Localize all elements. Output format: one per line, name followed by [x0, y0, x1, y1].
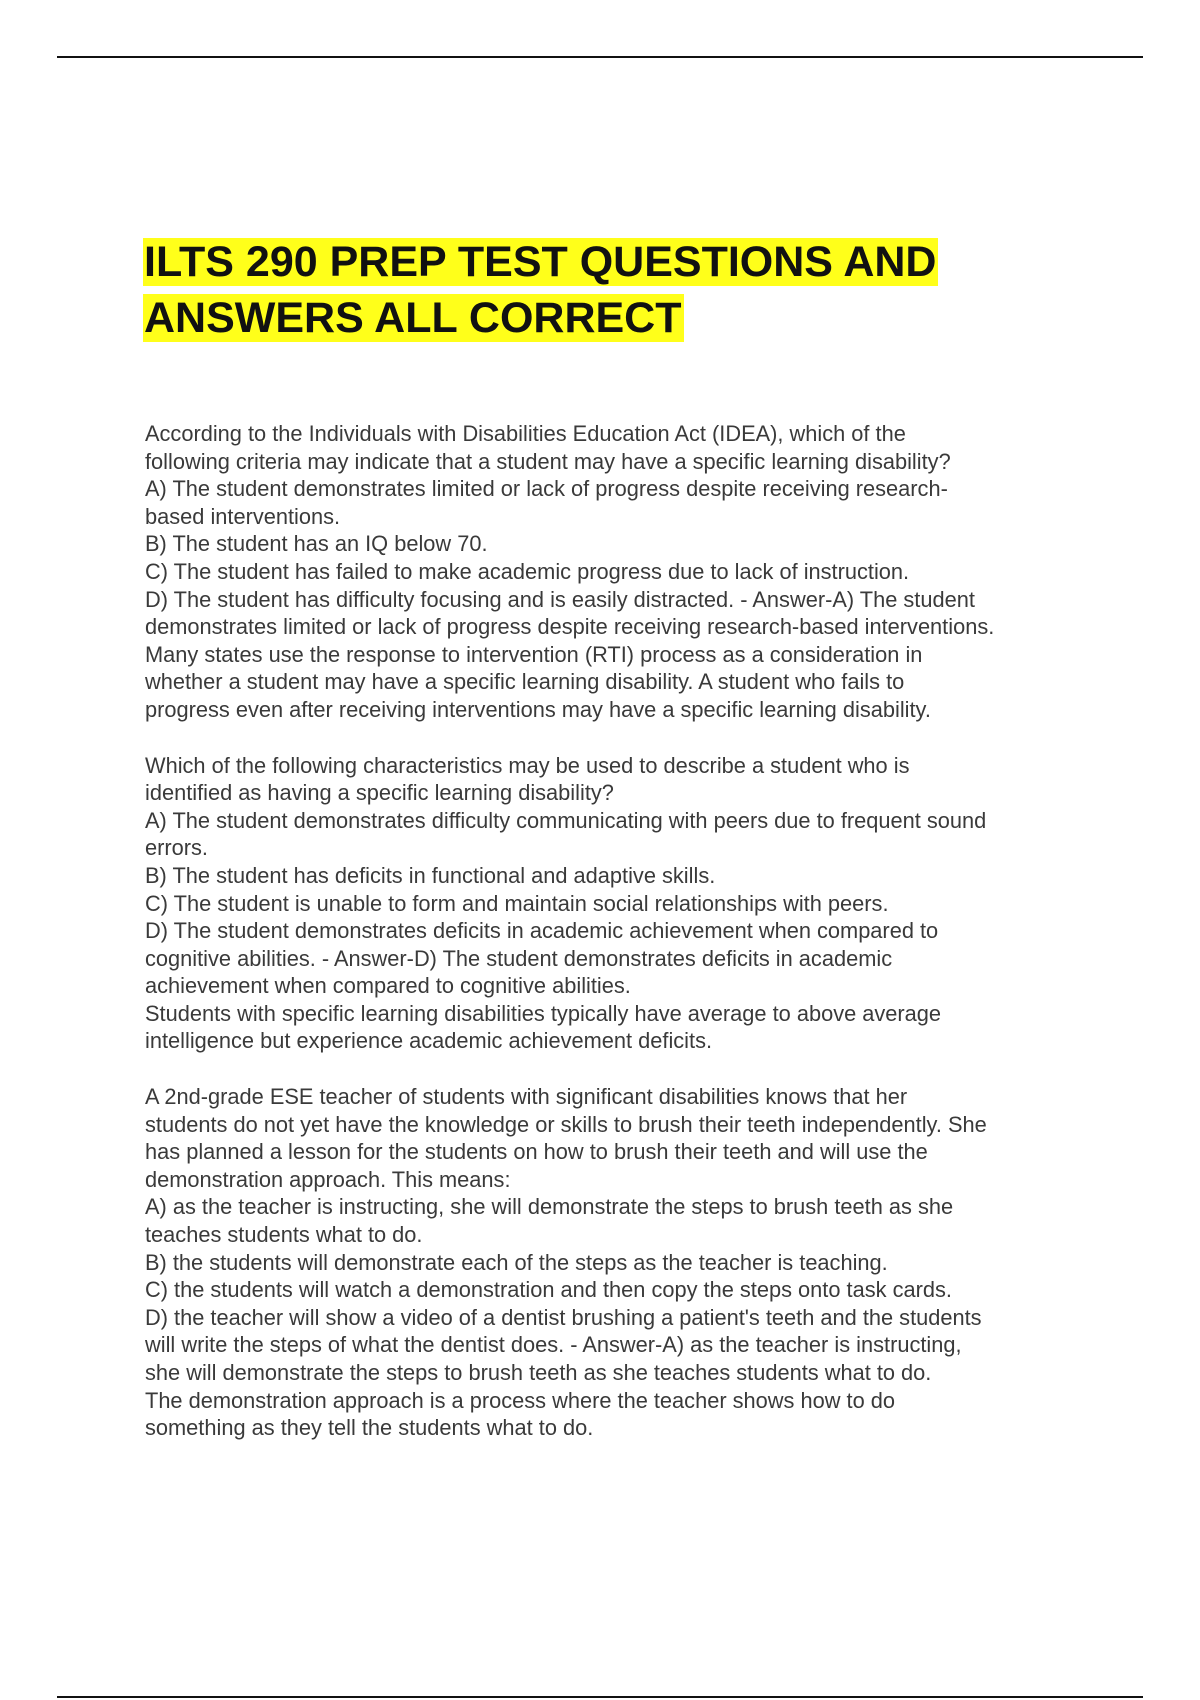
- question-block-1: [145, 420, 1095, 724]
- title-line: ILTS 290 PREP TEST QUESTIONS AND: [144, 238, 937, 286]
- text-line: achievement when compared to cognitive abilities.: [145, 973, 631, 999]
- question-block-2: [145, 752, 1095, 1056]
- text-line: The demonstration approach is a process where the teacher shows how to do: [145, 1387, 895, 1413]
- text-line: A) as the teacher is instructing, she will demonstrate the steps to brush teeth as she: [145, 1194, 954, 1220]
- text-line: teaches students what to do.: [145, 1222, 423, 1248]
- text-line: C) the students will watch a demonstration and then copy the steps onto task cards.: [145, 1277, 952, 1303]
- text-line: D) the teacher will show a video of a dentist brushing a patient's teeth and the students: [145, 1304, 982, 1330]
- document-body: [145, 420, 1095, 1470]
- text-line: A) The student demonstrates difficulty communicating with peers due to frequent sound: [145, 807, 987, 833]
- text-line: following criteria may indicate that a student may have a specific learning disability?: [145, 448, 951, 474]
- text-line: has planned a lesson for the students on how to brush their teeth and will use the: [145, 1139, 928, 1165]
- question-block-3: [145, 1083, 1095, 1442]
- text-line: errors.: [145, 835, 208, 861]
- title-line: ANSWERS ALL CORRECT: [144, 294, 682, 342]
- text-line: Many states use the response to intervention (RTI) process as a consideration in: [145, 641, 923, 667]
- text-line: progress even after receiving interventions may have a specific learning disability.: [145, 696, 931, 722]
- text-line: C) The student is unable to form and maintain social relationships with peers.: [145, 890, 889, 916]
- text-line: Students with specific learning disabilities typically have average to above average: [145, 1000, 942, 1026]
- text-line: she will demonstrate the steps to brush teeth as she teaches students what to do.: [145, 1360, 932, 1385]
- document-title: [143, 234, 1103, 346]
- text-line: intelligence but experience academic achievement deficits.: [145, 1028, 713, 1054]
- text-line: B) The student has an IQ below 70.: [145, 531, 488, 557]
- text-line: B) The student has deficits in functional and adaptive skills.: [145, 862, 716, 888]
- text-line: something as they tell the students what to do.: [145, 1415, 594, 1441]
- text-line: A) The student demonstrates limited or lack of progress despite receiving research-: [145, 476, 948, 502]
- text-line: cognitive abilities. - Answer-D) The student demonstrates deficits in academic: [145, 945, 893, 971]
- text-line: According to the Individuals with Disabilities Education Act (IDEA), which of the: [145, 421, 906, 446]
- text-line: C) The student has failed to make academic progress due to lack of instruction.: [145, 558, 910, 584]
- text-line: Which of the following characteristics may be used to describe a student who is: [145, 752, 910, 778]
- text-line: D) The student has difficulty focusing and is easily distracted. - Answer-A) The student: [145, 586, 975, 612]
- text-line: A 2nd-grade ESE teacher of students with significant disabilities knows that her: [145, 1084, 908, 1110]
- text-line: demonstrates limited or lack of progress despite receiving research-based interventions.: [145, 614, 995, 640]
- text-line: whether a student may have a specific learning disability. A student who fails to: [145, 669, 905, 695]
- text-line: students do not yet have the knowledge or skills to brush their teeth independently. She: [145, 1111, 987, 1137]
- text-line: based interventions.: [145, 503, 341, 529]
- text-line: identified as having a specific learning disability?: [145, 780, 614, 806]
- text-line: will write the steps of what the dentist does. - Answer-A) as the teacher is instructing,: [145, 1332, 962, 1358]
- text-line: D) The student demonstrates deficits in academic achievement when compared to: [145, 918, 939, 944]
- text-line: demonstration approach. This means:: [145, 1166, 511, 1192]
- bottom-rule: [57, 1696, 1143, 1698]
- top-rule: [57, 56, 1143, 58]
- text-line: B) the students will demonstrate each of the steps as the teacher is teaching.: [145, 1249, 888, 1275]
